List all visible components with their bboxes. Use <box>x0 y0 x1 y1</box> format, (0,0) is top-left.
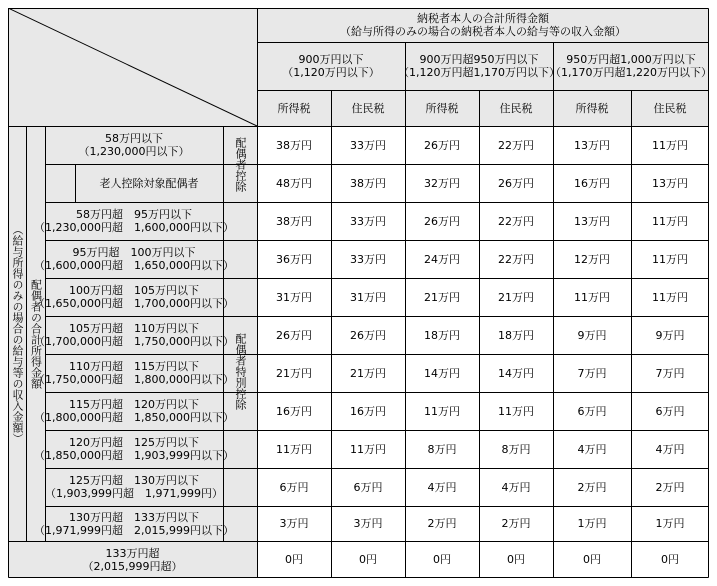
deduction-amount-cell: 22万円 <box>498 138 534 152</box>
deduction-amount-cell: 4万円 <box>501 480 531 494</box>
deduction-amount-cell: 9万円 <box>655 328 685 342</box>
deduction-amount-cell: 11万円 <box>498 404 534 418</box>
band-1-line2: （1,120万円以下） <box>282 66 380 79</box>
deduction-amount-cell: 0円 <box>583 553 601 566</box>
deduction-amount-cell: 16万円 <box>276 404 312 418</box>
band-header-1 <box>257 42 405 90</box>
deduction-amount-cell: 13万円 <box>574 214 610 228</box>
deduction-amount-cell: 21万円 <box>424 290 460 304</box>
deduction-amount-cell: 1万円 <box>577 517 607 530</box>
deduction-amount-cell: 38万円 <box>276 138 312 152</box>
deduction-amount-cell: 11万円 <box>652 252 688 266</box>
deduction-amount-cell: 21万円 <box>276 366 312 380</box>
special-row-label <box>34 240 234 278</box>
special-row-label <box>34 392 234 430</box>
deduction-amount-cell: 8万円 <box>427 442 457 456</box>
deduction-amount-cell: 16万円 <box>574 176 610 190</box>
deduction-amount-cell: 18万円 <box>424 328 460 342</box>
special-row-label-line2: （1,750,000円超 1,800,000円以下） <box>34 373 234 386</box>
deduction-amount-cell: 24万円 <box>424 252 460 266</box>
deduction-amount-cell: 26万円 <box>350 328 386 342</box>
deduction-amount-cell: 11万円 <box>652 138 688 152</box>
deduction-amount-cell: 26万円 <box>276 328 312 342</box>
deduction-amount-cell: 31万円 <box>350 290 386 304</box>
deduction-amount-cell: 0円 <box>507 553 525 566</box>
special-row-label-line2: （1,650,000円超 1,700,000円以下） <box>34 297 234 310</box>
special-row-label-line1: 125万円超 130万円以下 <box>69 474 199 487</box>
deduction-amount-cell: 0円 <box>285 553 303 566</box>
deduction-amount-cell: 11万円 <box>276 442 312 456</box>
deduction-amount-cell: 48万円 <box>276 176 312 190</box>
deduction-amount-cell: 21万円 <box>350 366 386 380</box>
tax-label-5: 所得税 <box>575 101 609 115</box>
deduction-amount-cell: 7万円 <box>655 366 685 380</box>
special-row-label <box>34 354 234 392</box>
income-header-line1: 納税者本人の合計所得金額 <box>417 12 549 25</box>
deduction-amount-cell: 2万円 <box>427 517 457 530</box>
special-row-label <box>34 430 234 468</box>
row-label-58-under-line2: （1,230,000円以下） <box>78 145 190 158</box>
deduction-amount-cell: 22万円 <box>498 214 534 228</box>
deduction-amount-cell: 3万円 <box>353 517 383 530</box>
deduction-amount-cell: 36万円 <box>276 252 312 266</box>
deduction-amount-cell: 38万円 <box>350 176 386 190</box>
band-header-3 <box>550 42 712 90</box>
row-label-58-under-line1: 58万円以下 <box>105 132 163 145</box>
deduction-amount-cell: 12万円 <box>574 252 610 266</box>
special-row-label-line1: 120万円超 125万円以下 <box>69 436 199 449</box>
deduction-amount-cell: 11万円 <box>652 214 688 228</box>
band-3-line1: 950万円超1,000万円以下 <box>566 53 696 66</box>
deduction-amount-cell: 14万円 <box>498 366 534 380</box>
tax-label-3: 所得税 <box>425 101 459 115</box>
row-label-elderly: 老人控除対象配偶者 <box>99 176 199 190</box>
deduction-amount-cell: 22万円 <box>498 252 534 266</box>
special-row-label-line2: （1,800,000円超 1,850,000円以下） <box>34 411 234 424</box>
outer-label-sub <box>26 126 45 541</box>
deduction-amount-cell: 0円 <box>359 553 377 566</box>
deduction-amount-cell: 6万円 <box>279 480 309 494</box>
tax-label-4: 住民税 <box>499 101 533 115</box>
special-row-label <box>34 202 234 240</box>
deduction-amount-cell: 33万円 <box>350 214 386 228</box>
deduction-amount-cell: 6万円 <box>353 480 383 494</box>
spouse-deduction-label <box>223 126 257 202</box>
special-row-label <box>34 316 234 354</box>
deduction-amount-cell: 38万円 <box>276 214 312 228</box>
deduction-amount-cell: 33万円 <box>350 252 386 266</box>
outer-label-sub-text: 配偶者の合計所得金額 <box>29 278 43 389</box>
deduction-amount-cell: 26万円 <box>424 214 460 228</box>
deduction-amount-cell: 26万円 <box>498 176 534 190</box>
deduction-amount-cell: 32万円 <box>424 176 460 190</box>
special-row-label-line1: 95万円超 100万円以下 <box>72 246 196 259</box>
deduction-amount-cell: 21万円 <box>498 290 534 304</box>
deduction-amount-cell: 2万円 <box>501 517 531 530</box>
deduction-amount-cell: 18万円 <box>498 328 534 342</box>
row-label-133-over <box>8 541 257 578</box>
deduction-amount-cell: 4万円 <box>427 480 457 494</box>
deduction-amount-cell: 11万円 <box>424 404 460 418</box>
special-row-label-line2: （1,700,000円超 1,750,000円以下） <box>34 335 234 348</box>
deduction-amount-cell: 2万円 <box>655 480 685 494</box>
special-row-label-line1: 130万円超 133万円以下 <box>69 510 199 524</box>
deduction-amount-cell: 14万円 <box>424 366 460 380</box>
special-deduction-label <box>223 202 257 541</box>
special-row-label <box>34 278 234 316</box>
deduction-amount-cell: 0円 <box>661 553 679 566</box>
income-header <box>257 8 709 42</box>
special-deduction-text: 配偶者特別控除 <box>234 333 247 410</box>
special-row-label-line2: （1,850,000円超 1,903,999円以下） <box>34 449 234 462</box>
deduction-amount-cell: 1万円 <box>655 517 685 530</box>
tax-label-6: 住民税 <box>653 101 687 115</box>
deduction-amount-cell: 31万円 <box>276 290 312 304</box>
band-1-line1: 900万円以下 <box>298 53 364 66</box>
row-label-58-under <box>45 126 223 164</box>
special-row-label-line1: 100万円超 105万円以下 <box>69 284 199 297</box>
deduction-amount-cell: 11万円 <box>574 290 610 304</box>
deduction-amount-cell: 2万円 <box>577 480 607 494</box>
deduction-amount-cell: 13万円 <box>652 176 688 190</box>
special-row-label-line2: （1,971,999円超 2,015,999円以下） <box>34 523 234 537</box>
special-row-label <box>45 468 223 506</box>
band-3-line2: （1,170万円超1,220万円以下） <box>550 66 712 79</box>
band-2-line1: 900万円超950万円以下 <box>419 53 539 66</box>
income-header-line2: （給与所得のみの場合の納税者本人の給与等の収入金額） <box>340 25 626 38</box>
deduction-amount-cell: 4万円 <box>655 442 685 456</box>
deduction-amount-cell: 26万円 <box>424 138 460 152</box>
row-label-133-over-line2: （2,015,999円超） <box>82 559 183 573</box>
deduction-amount-cell: 11万円 <box>652 290 688 304</box>
deduction-amount-cell: 3万円 <box>279 517 309 530</box>
tax-label-2: 住民税 <box>351 101 385 115</box>
outer-label-text: （給与所得のみの場合の給与等の収入金額） <box>11 223 24 444</box>
deduction-amount-cell: 4万円 <box>577 442 607 456</box>
deduction-amount-cell: 6万円 <box>577 404 607 418</box>
deduction-amount-cell: 11万円 <box>350 442 386 456</box>
outer-label <box>8 126 26 541</box>
deduction-amount-cell: 7万円 <box>577 366 607 380</box>
deduction-amount-cell: 9万円 <box>577 328 607 342</box>
row-label-133-over-line1: 133万円超 <box>105 546 160 560</box>
band-2-line2: （1,120万円超1,170万円以下） <box>398 66 560 79</box>
tax-label-1: 所得税 <box>277 101 311 115</box>
deduction-table <box>8 8 712 578</box>
deduction-amount-cell: 33万円 <box>350 138 386 152</box>
special-row-label-line2: （1,600,000円超 1,650,000円以下） <box>34 259 234 272</box>
special-row-label-line1: 105万円超 110万円以下 <box>69 322 199 335</box>
deduction-amount-cell: 6万円 <box>655 404 685 418</box>
special-row-label-line2: （1,230,000円超 1,600,000円以下） <box>34 221 234 234</box>
deduction-amount-cell: 8万円 <box>501 442 531 456</box>
special-row-label <box>34 506 234 541</box>
band-header-2 <box>398 42 560 90</box>
special-row-label-line2: （1,903,999円超 1,971,999円） <box>45 487 223 500</box>
special-row-label-line1: 115万円超 120万円以下 <box>69 398 199 411</box>
deduction-amount-cell: 16万円 <box>350 404 386 418</box>
spouse-deduction-text: 配偶者控除 <box>234 136 247 192</box>
deduction-amount-cell: 0円 <box>433 553 451 566</box>
deduction-amount-cell: 13万円 <box>574 138 610 152</box>
special-row-label-line1: 58万円超 95万円以下 <box>76 208 192 221</box>
special-row-label-line1: 110万円超 115万円以下 <box>69 360 199 373</box>
